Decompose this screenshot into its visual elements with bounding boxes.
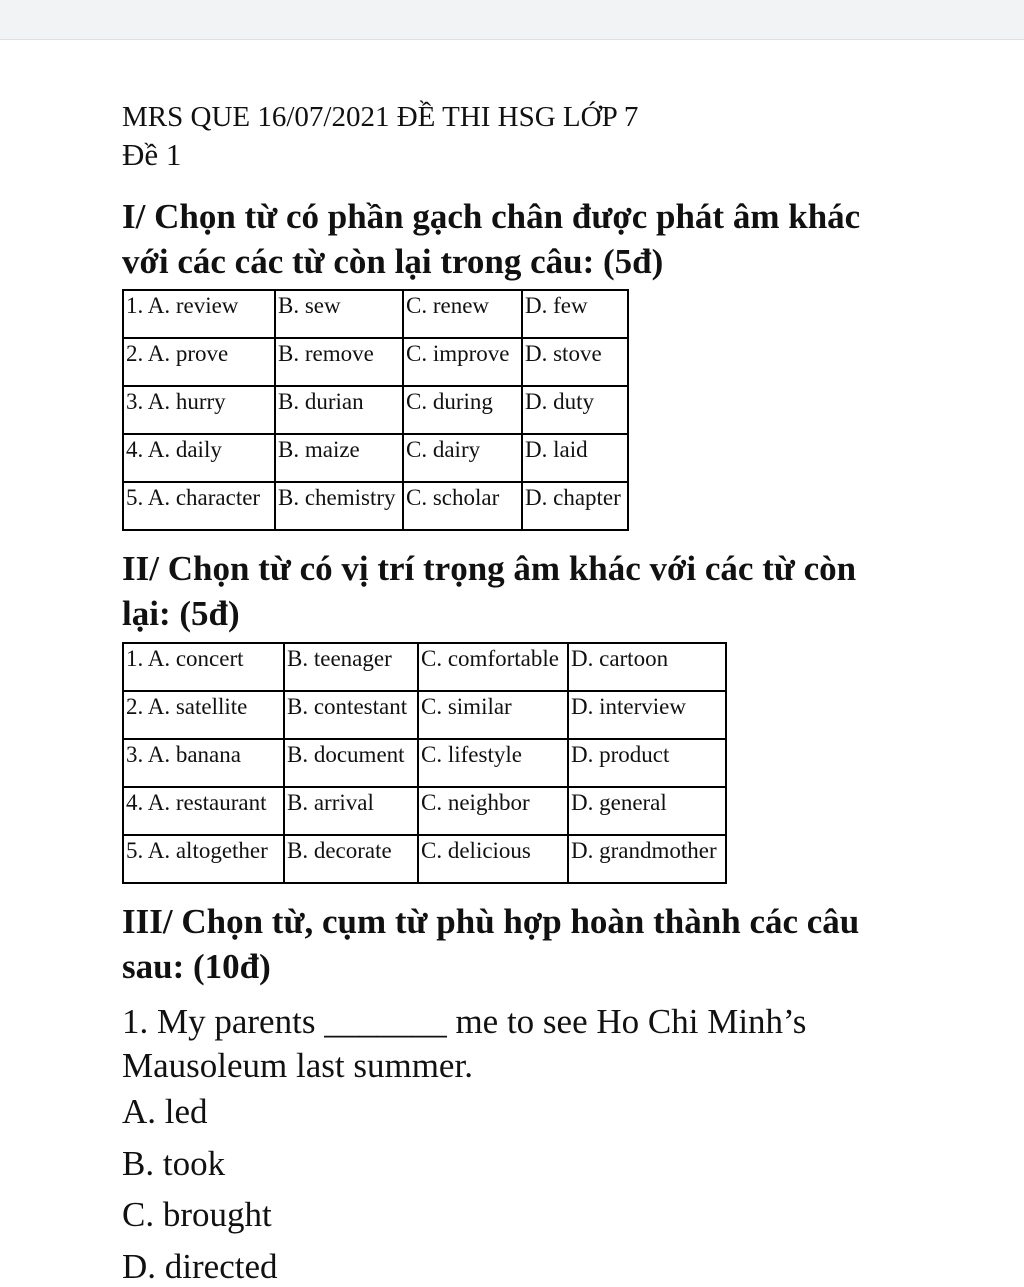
table-cell: D. product [568, 739, 726, 787]
table-cell: D. few [522, 290, 628, 338]
table-cell: B. contestant [284, 691, 418, 739]
table-cell: D. chapter [522, 482, 628, 530]
option-b: B. took [122, 1144, 226, 1183]
table-cell: 5. A. character [123, 482, 275, 530]
stress-table [122, 642, 727, 884]
table-row [123, 835, 726, 883]
table-cell: B. durian [275, 386, 403, 434]
section-3-title: III/ Chọn từ, cụm từ phù hợp hoàn thành các câu sau: (10đ) [122, 902, 860, 986]
table-cell: B. chemistry [275, 482, 403, 530]
table-row [123, 482, 628, 530]
table-cell: D. stove [522, 338, 628, 386]
table-cell: D. general [568, 787, 726, 835]
table-row [123, 434, 628, 482]
table-row [123, 739, 726, 787]
table-cell: D. interview [568, 691, 726, 739]
question-1: 1. My parents _______ me to see Ho Chi Minh’s Mausoleum last summer. [122, 1002, 807, 1085]
table-cell: B. document [284, 739, 418, 787]
table-row [123, 643, 726, 691]
table-cell: B. maize [275, 434, 403, 482]
table-cell: C. neighbor [418, 787, 568, 835]
pronunciation-table [122, 289, 629, 531]
exam-number: Đề 1 [122, 137, 182, 172]
table-cell: C. similar [418, 691, 568, 739]
table-row [123, 290, 628, 338]
table-cell: C. lifestyle [418, 739, 568, 787]
table-cell: B. decorate [284, 835, 418, 883]
table-cell: 5. A. altogether [123, 835, 284, 883]
table-cell: C. during [403, 386, 522, 434]
option-a: A. led [122, 1092, 208, 1131]
table-row [123, 338, 628, 386]
table-cell: 4. A. restaurant [123, 787, 284, 835]
table-cell: C. renew [403, 290, 522, 338]
table-cell: D. duty [522, 386, 628, 434]
table-cell: C. delicious [418, 835, 568, 883]
table-cell: D. laid [522, 434, 628, 482]
section-1-title: I/ Chọn từ có phần gạch chân được phát âm khác với các các từ còn lại trong câu: (5đ) [122, 197, 861, 281]
section-2-title: II/ Chọn từ có vị trí trọng âm khác với các từ còn lại: (5đ) [122, 549, 857, 633]
table-cell: D. cartoon [568, 643, 726, 691]
table-cell: 1. A. review [123, 290, 275, 338]
option-c: C. brought [122, 1195, 272, 1234]
table-cell: C. scholar [403, 482, 522, 530]
option-d: D. directed [122, 1247, 278, 1286]
table-cell: C. improve [403, 338, 522, 386]
table-cell: B. teenager [284, 643, 418, 691]
table-cell: C. comfortable [418, 643, 568, 691]
browser-top-bar [0, 0, 1024, 40]
table-cell: 3. A. hurry [123, 386, 275, 434]
table-cell: 3. A. banana [123, 739, 284, 787]
table-cell: 1. A. concert [123, 643, 284, 691]
table-cell: B. remove [275, 338, 403, 386]
table-cell: 2. A. prove [123, 338, 275, 386]
table-cell: D. grandmother [568, 835, 726, 883]
table-row [123, 787, 726, 835]
document-page [122, 100, 922, 1286]
exam-header: MRS QUE 16/07/2021 ĐỀ THI HSG LỚP 7 [122, 101, 639, 133]
table-cell: B. arrival [284, 787, 418, 835]
table-cell: 2. A. satellite [123, 691, 284, 739]
table-cell: 4. A. daily [123, 434, 275, 482]
table-cell: C. dairy [403, 434, 522, 482]
table-row [123, 691, 726, 739]
table-row [123, 386, 628, 434]
table-cell: B. sew [275, 290, 403, 338]
